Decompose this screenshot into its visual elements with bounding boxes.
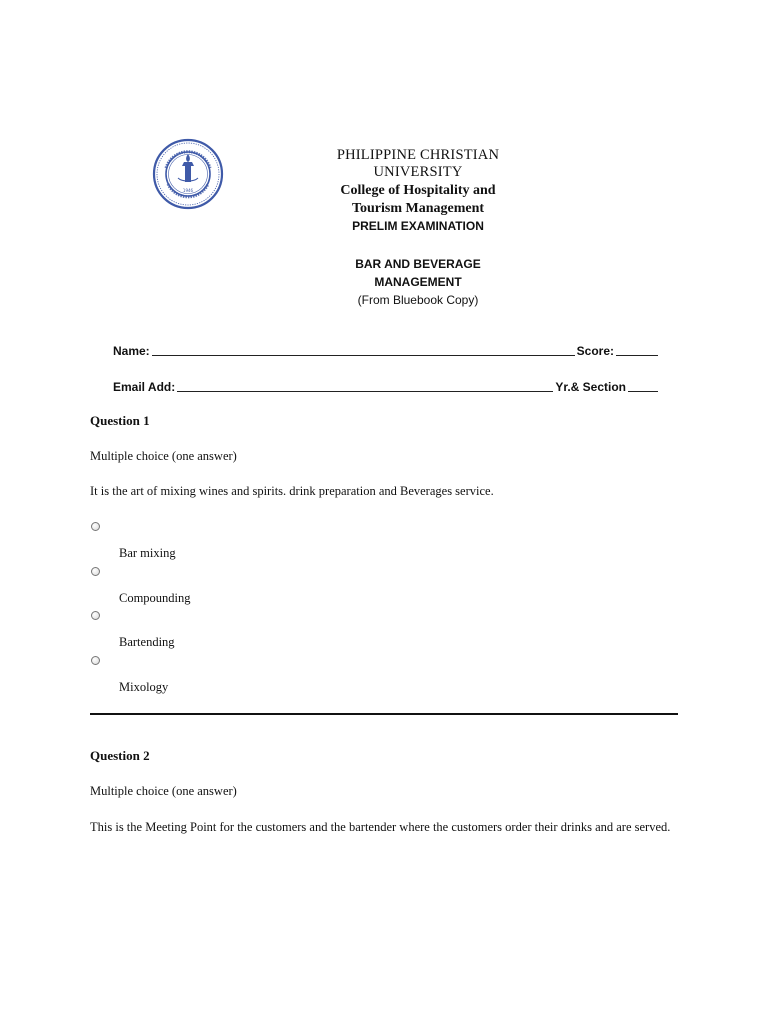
university-name-line-2: UNIVERSITY <box>373 164 463 180</box>
subject-title-line-2: MANAGEMENT <box>374 275 462 289</box>
university-seal-logo <box>152 138 224 210</box>
name-label: Name: <box>113 344 150 358</box>
email-section-row <box>113 379 658 394</box>
option-radio-mixology[interactable] <box>91 656 100 665</box>
section-field[interactable] <box>628 379 658 392</box>
subject-title <box>250 255 586 291</box>
score-field[interactable] <box>616 343 658 356</box>
exam-title: PRELIM EXAMINATION <box>352 219 484 233</box>
option-radio-bar-mixing[interactable] <box>91 522 100 531</box>
college-name-line-1: College of Hospitality and <box>340 183 496 198</box>
source-note: (From Bluebook Copy) <box>357 293 479 307</box>
option-label-bartending[interactable]: Bartending <box>119 635 175 649</box>
name-score-row <box>113 343 658 358</box>
seal-year: 1946 <box>182 188 194 193</box>
option-radio-compounding[interactable] <box>91 567 100 576</box>
email-label: Email Add: <box>113 380 176 394</box>
option-label-bar-mixing[interactable]: Bar mixing <box>119 546 176 560</box>
subject-title-line-1: BAR AND BEVERAGE <box>355 257 481 271</box>
college-name <box>250 182 586 218</box>
question-1-title: Question 1 <box>90 413 150 428</box>
question-1-type: Multiple choice (one answer) <box>90 449 237 463</box>
section-label: Yr.& Section <box>555 380 626 394</box>
question-1-text: It is the art of mixing wines and spirits. drink preparation and Beverages service. <box>90 484 494 498</box>
option-radio-bartending[interactable] <box>91 611 100 620</box>
email-field[interactable] <box>177 379 553 392</box>
option-label-mixology[interactable]: Mixology <box>119 680 169 694</box>
name-field[interactable] <box>152 343 575 356</box>
question-2-title: Question 2 <box>90 748 150 763</box>
university-name <box>250 147 586 181</box>
question-2-type: Multiple choice (one answer) <box>90 784 237 798</box>
university-name-line-1: PHILIPPINE CHRISTIAN <box>336 147 500 163</box>
college-name-line-2: Tourism Management <box>351 201 485 216</box>
option-label-compounding[interactable]: Compounding <box>119 591 191 605</box>
question-divider <box>90 713 678 715</box>
score-label: Score: <box>576 344 614 358</box>
question-2-text: This is the Meeting Point for the customers and the bartender where the customers order their drinks and are served. <box>90 820 671 834</box>
